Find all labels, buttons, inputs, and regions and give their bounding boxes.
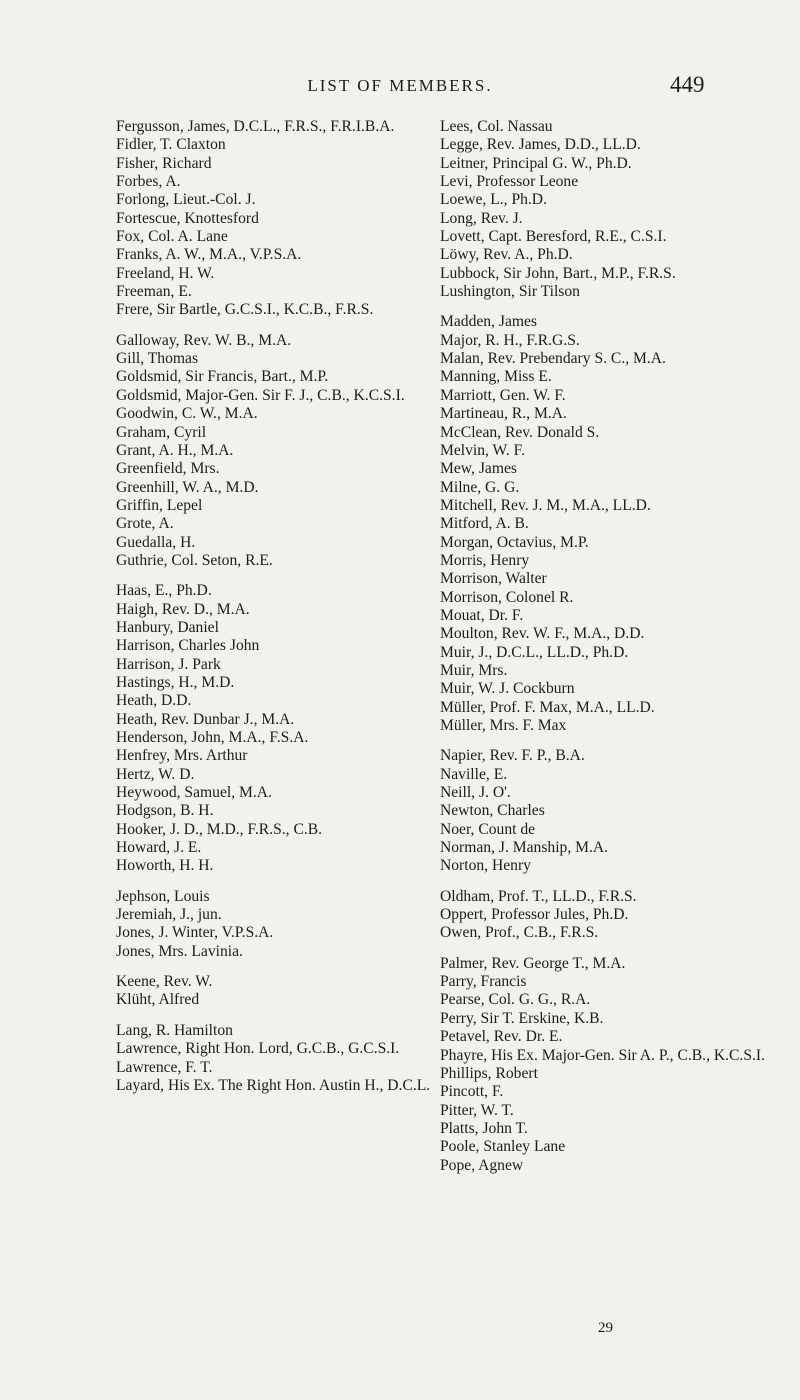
- letter-group-gap: [440, 943, 780, 955]
- member-entry: Henfrey, Mrs. Arthur: [116, 747, 248, 765]
- member-entry: Owen, Prof., C.B., F.R.S.: [440, 924, 599, 942]
- member-entry: Freeland, H. W.: [116, 264, 215, 282]
- member-entry: Jones, J. Winter, V.P.S.A.: [116, 924, 274, 942]
- member-entry: Legge, Rev. James, D.D., LL.D.: [440, 136, 641, 154]
- member-entry: Goodwin, C. W., M.A.: [116, 405, 258, 423]
- member-entry: Keene, Rev. W.: [116, 973, 213, 991]
- member-entry: Grant, A. H., M.A.: [116, 441, 234, 459]
- member-entry: Platts, John T.: [440, 1119, 528, 1137]
- member-entry: Lawrence, Right Hon. Lord, G.C.B., G.C.S.I.: [116, 1040, 400, 1058]
- member-entry: Hastings, H., M.D.: [116, 673, 235, 691]
- member-entry: Frere, Sir Bartle, G.C.S.I., K.C.B., F.R.S.: [116, 301, 374, 319]
- member-entry: Howorth, H. H.: [116, 857, 214, 875]
- member-entry: Levi, Professor Leone: [440, 173, 579, 191]
- member-entry: Greenhill, W. A., M.D.: [116, 478, 259, 496]
- member-entry: Mouat, Dr. F.: [440, 606, 524, 624]
- member-entry: Petavel, Rev. Dr. E.: [440, 1028, 563, 1046]
- member-entry: Heath, D.D.: [116, 692, 192, 710]
- member-entry: Morrison, Colonel R.: [440, 588, 574, 606]
- member-entry: Fox, Col. A. Lane: [116, 228, 228, 246]
- member-entry: Long, Rev. J.: [440, 209, 523, 227]
- member-entry: Fidler, T. Claxton: [116, 136, 226, 154]
- member-entry: Löwy, Rev. A., Ph.D.: [440, 246, 573, 264]
- member-entry: Jeremiah, J., jun.: [116, 906, 222, 924]
- member-entry: Phayre, His Ex. Major-Gen. Sir A. P., C.B., K.C.S.I.: [440, 1046, 765, 1064]
- member-entry: Hooker, J. D., M.D., F.R.S., C.B.: [116, 820, 323, 838]
- member-entry: Goldsmid, Major-Gen. Sir F. J., C.B., K.C.S.I.: [116, 386, 405, 404]
- member-entry: Jones, Mrs. Lavinia.: [116, 942, 243, 960]
- member-entry: Naville, E.: [440, 765, 508, 783]
- member-entry: Newton, Charles: [440, 802, 545, 820]
- member-entry: Martineau, R., M.A.: [440, 405, 567, 423]
- member-entry: Greenfield, Mrs.: [116, 460, 220, 478]
- member-entry: Müller, Prof. F. Max, M.A., LL.D.: [440, 698, 655, 716]
- member-entry: Hanbury, Daniel: [116, 618, 219, 636]
- member-entry: Mitchell, Rev. J. M., M.A., LL.D.: [440, 496, 651, 514]
- member-entry: Galloway, Rev. W. B., M.A.: [116, 331, 292, 349]
- member-entry: Muir, Mrs.: [440, 661, 508, 679]
- member-entry: Lubbock, Sir John, Bart., M.P., F.R.S.: [440, 264, 676, 282]
- member-entry: Perry, Sir T. Erskine, K.B.: [440, 1009, 604, 1027]
- member-entry: Harrison, Charles John: [116, 637, 260, 655]
- member-entry: Pope, Agnew: [440, 1156, 524, 1174]
- member-entry: Franks, A. W., M.A., V.P.S.A.: [116, 246, 302, 264]
- member-entry: Muir, W. J. Cockburn: [440, 680, 575, 698]
- letter-group-gap: [116, 961, 446, 973]
- member-entry: Melvin, W. F.: [440, 441, 525, 459]
- page-number: 449: [670, 72, 705, 97]
- member-entry: Gill, Thomas: [116, 350, 199, 368]
- letter-group-gap: [116, 570, 446, 582]
- member-entry: Henderson, John, M.A., F.S.A.: [116, 729, 309, 746]
- member-entry: Howard, J. E.: [116, 839, 202, 857]
- member-entry: Norton, Henry: [440, 857, 531, 875]
- members-column-left: [116, 118, 446, 1095]
- member-entry: Heath, Rev. Dunbar J., M.A.: [116, 710, 295, 728]
- member-entry: Pitter, W. T.: [440, 1101, 514, 1119]
- member-entry: Napier, Rev. F. P., B.A.: [440, 747, 585, 765]
- member-entry: Palmer, Rev. George T., M.A.: [440, 954, 626, 972]
- member-entry: Noer, Count de: [440, 820, 536, 838]
- member-entry: Oldham, Prof. T., LL.D., F.R.S.: [440, 887, 637, 905]
- member-entry: Neill, J. O'.: [440, 784, 511, 802]
- signature-mark: 29: [598, 1320, 613, 1336]
- member-entry: Lawrence, F. T.: [116, 1058, 213, 1076]
- letter-group-gap: [116, 1010, 446, 1022]
- running-title: LIST OF MEMBERS.: [307, 76, 493, 95]
- member-entry: Marriott, Gen. W. F.: [440, 386, 566, 404]
- letter-group-gap: [116, 320, 446, 332]
- member-entry: Leitner, Principal G. W., Ph.D.: [440, 154, 632, 172]
- member-entry: Lovett, Capt. Beresford, R.E., C.S.I.: [440, 228, 667, 246]
- page-header: [0, 72, 800, 104]
- member-entry: Poole, Stanley Lane: [440, 1138, 566, 1156]
- member-entry: Jephson, Louis: [116, 887, 210, 905]
- member-entry: Guedalla, H.: [116, 533, 196, 551]
- letter-group-gap: [440, 301, 780, 313]
- member-entry: Lang, R. Hamilton: [116, 1021, 233, 1039]
- member-entry: Fortescue, Knottesford: [116, 209, 259, 227]
- members-column-right: [440, 118, 780, 1175]
- member-entry: Forlong, Lieut.-Col. J.: [116, 191, 256, 209]
- member-entry: Malan, Rev. Prebendary S. C., M.A.: [440, 350, 666, 368]
- member-entry: Forbes, A.: [116, 173, 181, 191]
- member-entry: Loewe, L., Ph.D.: [440, 191, 547, 209]
- member-entry: Manning, Miss E.: [440, 368, 552, 386]
- member-entry: Fisher, Richard: [116, 154, 212, 172]
- member-entry: Freeman, E.: [116, 283, 192, 301]
- member-entry: Norman, J. Manship, M.A.: [440, 839, 609, 857]
- member-entry: Major, R. H., F.R.G.S.: [440, 331, 580, 349]
- member-entry: Haas, E., Ph.D.: [116, 582, 212, 600]
- member-entry: Graham, Cyril: [116, 423, 207, 441]
- member-entry: Moulton, Rev. W. F., M.A., D.D.: [440, 625, 645, 643]
- member-entry: Phillips, Robert: [440, 1064, 538, 1082]
- member-entry: McClean, Rev. Donald S.: [440, 423, 600, 441]
- letter-group-gap: [440, 876, 780, 888]
- member-entry: Parry, Francis: [440, 973, 527, 991]
- member-entry: Fergusson, James, D.C.L., F.R.S., F.R.I.B.A.: [116, 118, 395, 135]
- member-entry: Muir, J., D.C.L., LL.D., Ph.D.: [440, 643, 629, 661]
- member-entry: Haigh, Rev. D., M.A.: [116, 600, 250, 618]
- member-entry: Mitford, A. B.: [440, 515, 529, 533]
- member-entry: Heywood, Samuel, M.A.: [116, 784, 272, 802]
- member-entry: Hertz, W. D.: [116, 765, 195, 783]
- letter-group-gap: [116, 876, 446, 888]
- member-entry: Madden, James: [440, 313, 538, 331]
- member-entry: Grote, A.: [116, 515, 174, 533]
- member-entry: Morrison, Walter: [440, 570, 547, 588]
- member-entry: Morgan, Octavius, M.P.: [440, 533, 589, 551]
- member-entry: Lees, Col. Nassau: [440, 118, 553, 135]
- letter-group-gap: [440, 735, 780, 747]
- member-entry: Griffin, Lepel: [116, 496, 203, 514]
- member-entry: Goldsmid, Sir Francis, Bart., M.P.: [116, 368, 329, 386]
- member-entry: Pearse, Col. G. G., R.A.: [440, 991, 591, 1009]
- member-entry: Layard, His Ex. The Right Hon. Austin H., D.C.L.: [116, 1076, 431, 1094]
- member-entry: Klüht, Alfred: [116, 991, 200, 1009]
- member-entry: Harrison, J. Park: [116, 655, 221, 673]
- member-entry: Mew, James: [440, 460, 517, 478]
- member-entry: Oppert, Professor Jules, Ph.D.: [440, 906, 629, 924]
- member-entry: Morris, Henry: [440, 551, 530, 569]
- member-entry: Pincott, F.: [440, 1083, 504, 1101]
- member-entry: Müller, Mrs. F. Max: [440, 717, 567, 734]
- member-entry: Guthrie, Col. Seton, R.E.: [116, 551, 273, 569]
- member-entry: Hodgson, B. H.: [116, 802, 214, 820]
- member-entry: Lushington, Sir Tilson: [440, 283, 580, 301]
- member-entry: Milne, G. G.: [440, 478, 520, 496]
